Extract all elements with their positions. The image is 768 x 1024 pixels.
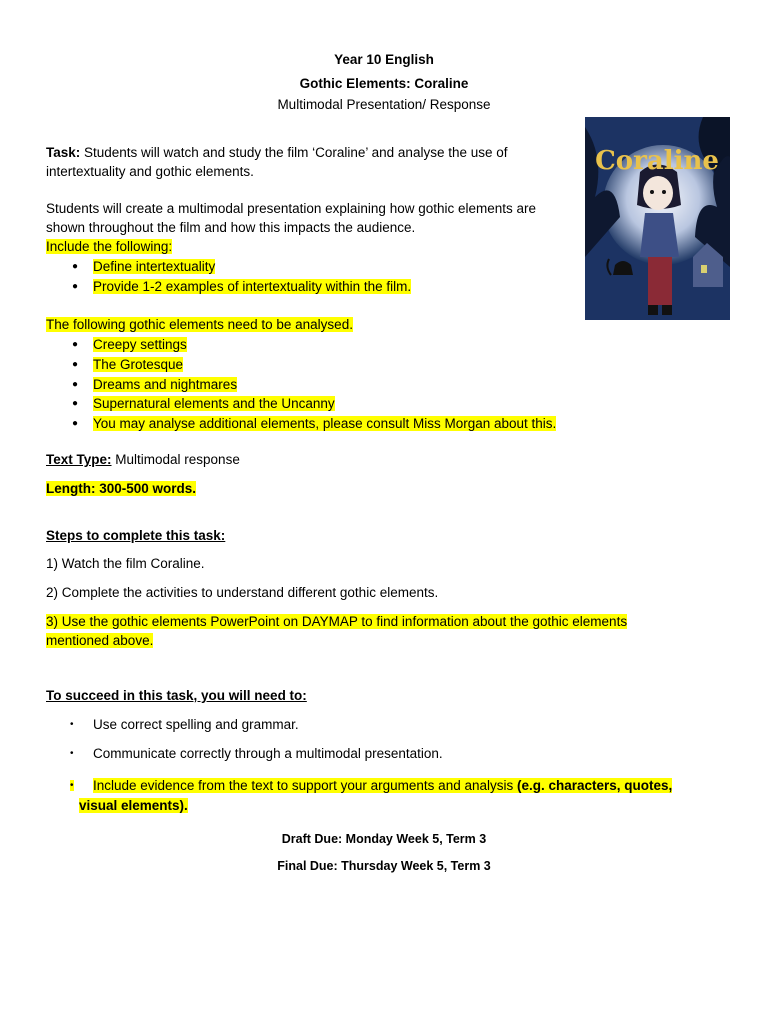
succeed-item-3-bold: (e.g. characters, quotes, <box>516 778 673 793</box>
succeed-item-3-line-2 <box>79 797 188 815</box>
gothic-item-text: Dreams and nightmares <box>93 377 238 392</box>
poster-art <box>585 117 730 320</box>
text-type <box>46 451 240 469</box>
bullet-icon: ● <box>72 339 79 350</box>
length-text: Length: 300-500 words. <box>46 481 197 496</box>
bullet-icon: • <box>70 748 74 759</box>
coraline-poster <box>585 117 730 320</box>
text-type-label: Text Type: <box>46 452 112 467</box>
bullet-icon: • <box>70 780 74 791</box>
paragraph-line-2: shown throughout the film and how this impacts the audience. <box>46 220 416 235</box>
text-type-value: Multimodal response <box>111 452 240 467</box>
succeed-item-1: Use correct spelling and grammar. <box>93 717 299 732</box>
succeed-item-3-text: Include evidence from the text to support your arguments and analysis <box>93 778 517 793</box>
gothic-item-4 <box>93 395 335 413</box>
task-line-1 <box>46 144 508 162</box>
step-3-text-2: mentioned above. <box>46 633 154 648</box>
gothic-item-text: Creepy settings <box>93 337 187 352</box>
gothic-item-3 <box>93 376 237 394</box>
steps-heading: Steps to complete this task: <box>46 528 226 543</box>
bullet-icon: ● <box>72 379 79 390</box>
gothic-item-2 <box>93 356 183 374</box>
bullet-icon: ● <box>72 281 79 292</box>
gothic-heading <box>46 316 353 334</box>
gothic-item-text: Supernatural elements and the Uncanny <box>93 396 335 411</box>
include-item-2 <box>93 278 411 296</box>
bullet-icon: ● <box>72 359 79 370</box>
succeed-item-3-bold-2: visual elements). <box>79 798 188 813</box>
step-3-line-1 <box>46 613 627 631</box>
task-label: Task: <box>46 145 81 160</box>
step-2: 2) Complete the activities to understand different gothic elements. <box>46 585 439 600</box>
bullet-icon: ● <box>72 398 79 409</box>
gothic-item-1 <box>93 336 187 354</box>
gothic-item-text: You may analyse additional elements, please consult Miss Morgan about this. <box>93 416 557 431</box>
bullet-icon: ● <box>72 261 79 272</box>
gothic-item-text: The Grotesque <box>93 357 184 372</box>
task-line-2: intertextuality and gothic elements. <box>46 164 254 179</box>
task-text-1: Students will watch and study the film ‘Coraline’ and analyse the use of <box>80 145 508 160</box>
bullet-icon: ● <box>72 418 79 429</box>
length <box>46 480 196 498</box>
include-heading <box>46 238 172 256</box>
gothic-item-5 <box>93 415 556 433</box>
gothic-heading-text: The following gothic elements need to be analysed. <box>46 317 353 332</box>
document-title: Gothic Elements: Coraline <box>299 76 469 91</box>
draft-due: Draft Due: Monday Week 5, Term 3 <box>281 832 487 846</box>
paragraph-line-1: Students will create a multimodal presentation explaining how gothic elements are <box>46 201 537 216</box>
include-item-text: Define intertextuality <box>93 259 216 274</box>
document-subtitle: Multimodal Presentation/ Response <box>277 97 491 112</box>
include-item-1 <box>93 258 215 276</box>
step-1: 1) Watch the film Coraline. <box>46 556 205 571</box>
bullet-icon: • <box>70 719 74 730</box>
succeed-item-2: Communicate correctly through a multimodal presentation. <box>93 746 443 761</box>
succeed-heading: To succeed in this task, you will need to: <box>46 688 307 703</box>
step-3-line-2 <box>46 632 153 650</box>
course-title: Year 10 English <box>334 52 434 67</box>
include-heading-text: Include the following: <box>46 239 173 254</box>
final-due: Final Due: Thursday Week 5, Term 3 <box>277 859 491 873</box>
include-item-text: Provide 1-2 examples of intertextuality within the film. <box>93 279 412 294</box>
step-3-text-1: 3) Use the gothic elements PowerPoint on DAYMAP to find information about the gothic elements <box>46 614 628 629</box>
poster-title-text: Coraline <box>595 146 719 176</box>
succeed-item-3-line-1 <box>93 777 672 795</box>
